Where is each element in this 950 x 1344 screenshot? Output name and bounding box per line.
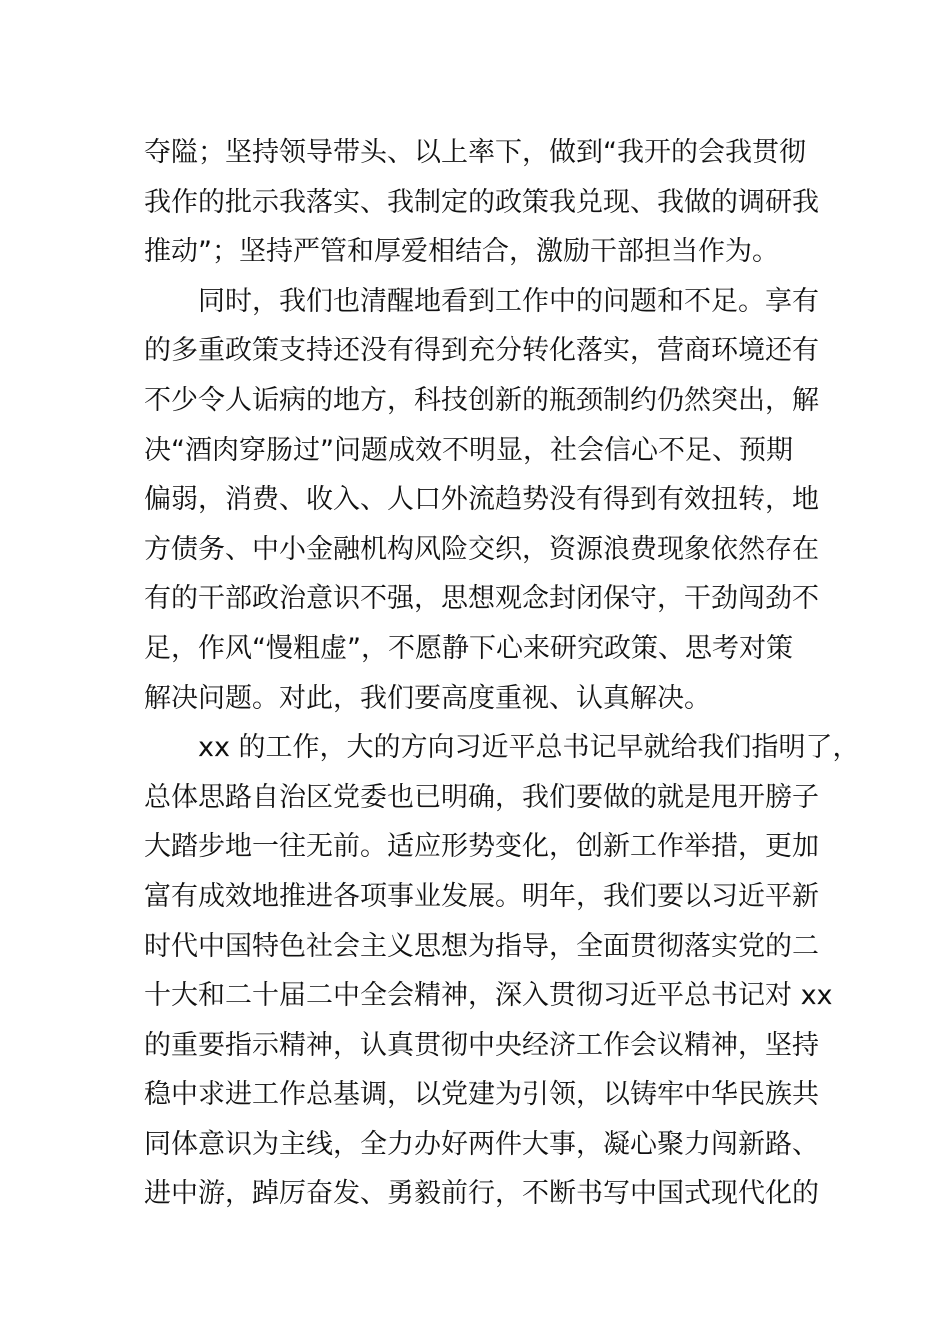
text-line: 决“酒肉穿肠过”问题成效不明显，社会信心不足、预期 [144,434,793,466]
text-line: 同体意识为主线，全力办好两件大事，凝心聚力闯新路、 [144,1128,819,1160]
text-line: 总体思路自治区党委也已明确，我们要做的就是甩开膀子 [144,781,819,813]
paragraph-start-line: 同时，我们也清醒地看到工作中的问题和不足。享有 [198,285,819,317]
text-line: 偏弱，消费、收入、人口外流趋势没有得到有效扭转，地 [144,484,819,516]
text-line: 夺隘；坚持领导带头、以上率下，做到“我开的会我贯彻 [144,137,806,168]
text-line: 解决问题。对此，我们要高度重视、认真解决。 [144,682,711,714]
text-line: 的重要指示精神，认真贯彻中央经济工作会议精神，坚持 [144,1029,819,1061]
text-line: 我作的批示我落实、我制定的政策我兑现、我做的调研我 [144,186,819,218]
text-line: 富有成效地推进各项事业发展。明年，我们要以习近平新 [144,880,819,912]
text-line: 有的干部政治意识不强，思想观念封闭保守，干劲闯劲不 [144,583,819,615]
text-line: 足，作风“慢粗虚”，不愿静下心来研究政策、思考对策 [144,632,793,664]
text-line: 十大和二十届二中全会精神，深入贯彻习近平总书记对 xx [144,980,833,1012]
body-text [144,128,860,1219]
text-line: 的多重政策支持还没有得到充分转化落实，营商环境还有 [144,335,819,367]
text-line: 不少令人诟病的地方，科技创新的瓶颈制约仍然突出，解 [144,384,819,416]
text-line: 大踏步地一往无前。适应形势变化，创新工作举措，更加 [144,831,819,863]
paragraph-start-line: xx 的工作，大的方向习近平总书记早就给我们指明了， [198,732,860,764]
text-line: 推动”；坚持严管和厚爱相结合，激励干部担当作为。 [144,236,779,268]
text-line: 时代中国特色社会主义思想为指导，全面贯彻落实党的二 [144,930,819,962]
text-line: 方债务、中小金融机构风险交织，资源浪费现象依然存在 [144,533,819,565]
text-line: 稳中求进工作总基调，以党建为引领，以铸牢中华民族共 [144,1079,819,1111]
text-line: 进中游，踔厉奋发、勇毅前行，不断书写中国式现代化的 [144,1178,819,1210]
